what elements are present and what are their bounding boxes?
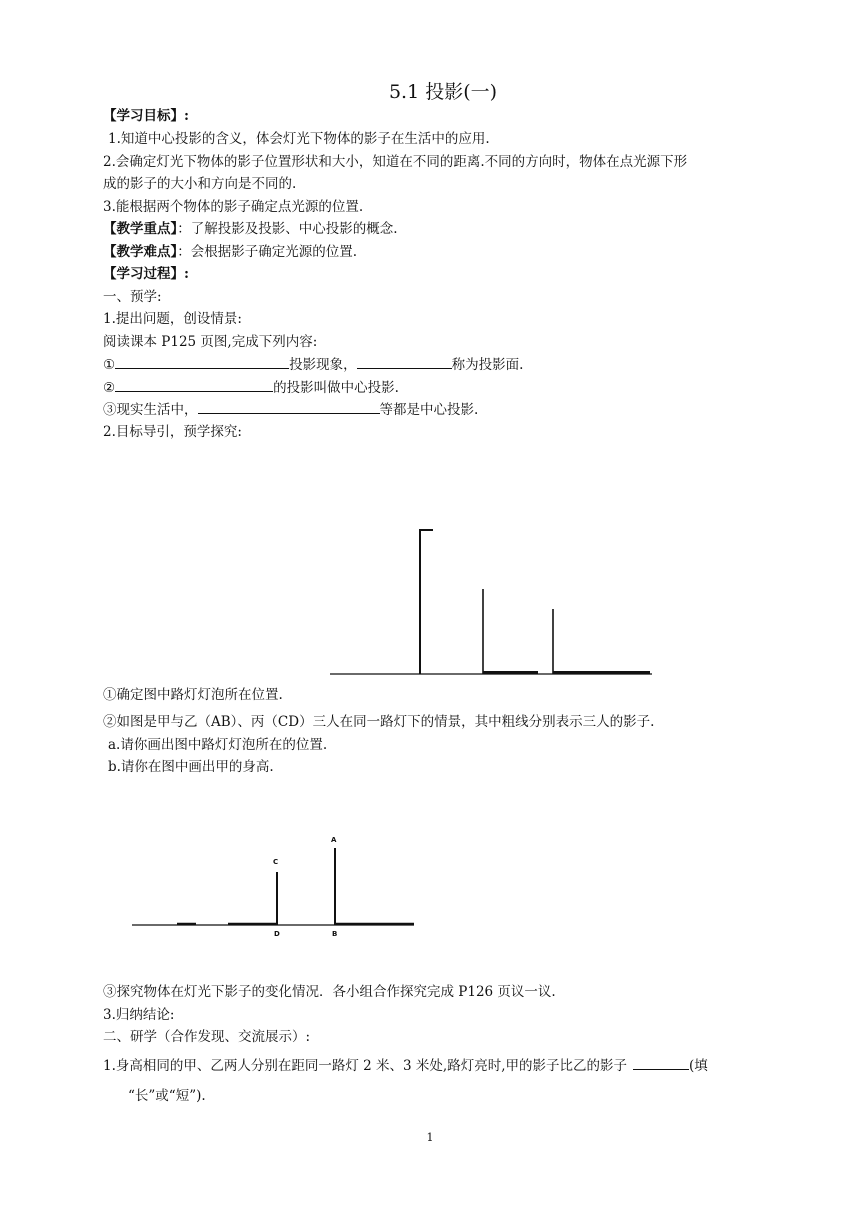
question-2b: b.请你在图中画出甲的身高. bbox=[108, 759, 274, 775]
fill-in-1: ① 投影现象， 称为投影面. bbox=[103, 357, 524, 373]
research-question-1-cont: “长”或“短”). bbox=[128, 1088, 206, 1104]
item-1: 1.提出问题，创设情景: bbox=[103, 311, 242, 327]
item-3: 3.归纳结论: bbox=[103, 1007, 175, 1023]
lamp-post bbox=[420, 530, 433, 674]
read-instruction: 阅读课本 P125 页图,完成下列内容: bbox=[103, 334, 318, 350]
key-point-label: 【教学重点】 bbox=[103, 221, 178, 237]
objective-2-cont: 成的影子的大小和方向是不同的. bbox=[103, 176, 297, 192]
question-3: ③探究物体在灯光下影子的变化情况．各小组合作探究完成 P126 页议一议. bbox=[103, 984, 556, 1000]
streetlamp-figure bbox=[330, 530, 652, 674]
label-d: D bbox=[274, 930, 280, 938]
item-2: 2.目标导引，预学探究: bbox=[103, 424, 242, 440]
label-b: B bbox=[332, 930, 338, 938]
section-research: 二、研学（合作发现、交流展示）: bbox=[103, 1029, 311, 1045]
blank-r1[interactable] bbox=[633, 1056, 689, 1070]
objectives-heading: 【学习目标】: bbox=[103, 108, 189, 124]
difficulty-label: 【教学难点】 bbox=[103, 244, 178, 260]
three-people-figure bbox=[132, 836, 414, 938]
label-a: A bbox=[331, 836, 337, 844]
question-2: ②如图是甲与乙（AB）、丙（CD）三人在同一路灯下的情景，其中粗线分别表示三人的影子. bbox=[103, 714, 655, 730]
objective-2: 2.会确定灯光下物体的影子位置形状和大小，知道在不同的距离.不同的方向时，物体在点光源下形 bbox=[103, 154, 688, 170]
process-heading: 【学习过程】: bbox=[103, 266, 189, 282]
page-title: 5.1 投影(一) bbox=[388, 81, 498, 103]
label-c: C bbox=[273, 858, 279, 866]
fill-in-3: ③现实生活中， 等都是中心投影. bbox=[103, 402, 479, 418]
question-1: ①确定图中路灯灯泡所在位置. bbox=[103, 687, 283, 703]
key-point-text: ：了解投影及投影、中心投影的概念. bbox=[177, 221, 398, 237]
page-number: 1 bbox=[426, 1131, 434, 1144]
objective-3: 3.能根据两个物体的影子确定点光源的位置. bbox=[103, 199, 364, 215]
question-2a: a.请你画出图中路灯灯泡所在的位置. bbox=[108, 737, 328, 753]
research-question-1: 1.身高相同的甲、乙两人分别在距同一路灯 2 米、3 米处,路灯亮时,甲的影子比乙的影子 (填 bbox=[103, 1058, 708, 1074]
fill-in-2: ② 的投影叫做中心投影. bbox=[103, 380, 399, 396]
difficulty-text: ：会根据影子确定光源的位置. bbox=[177, 244, 358, 260]
section-preview: 一、预学: bbox=[103, 289, 162, 305]
objective-1: 1.知道中心投影的含义，体会灯光下物体的影子在生活中的应用. bbox=[108, 131, 490, 147]
